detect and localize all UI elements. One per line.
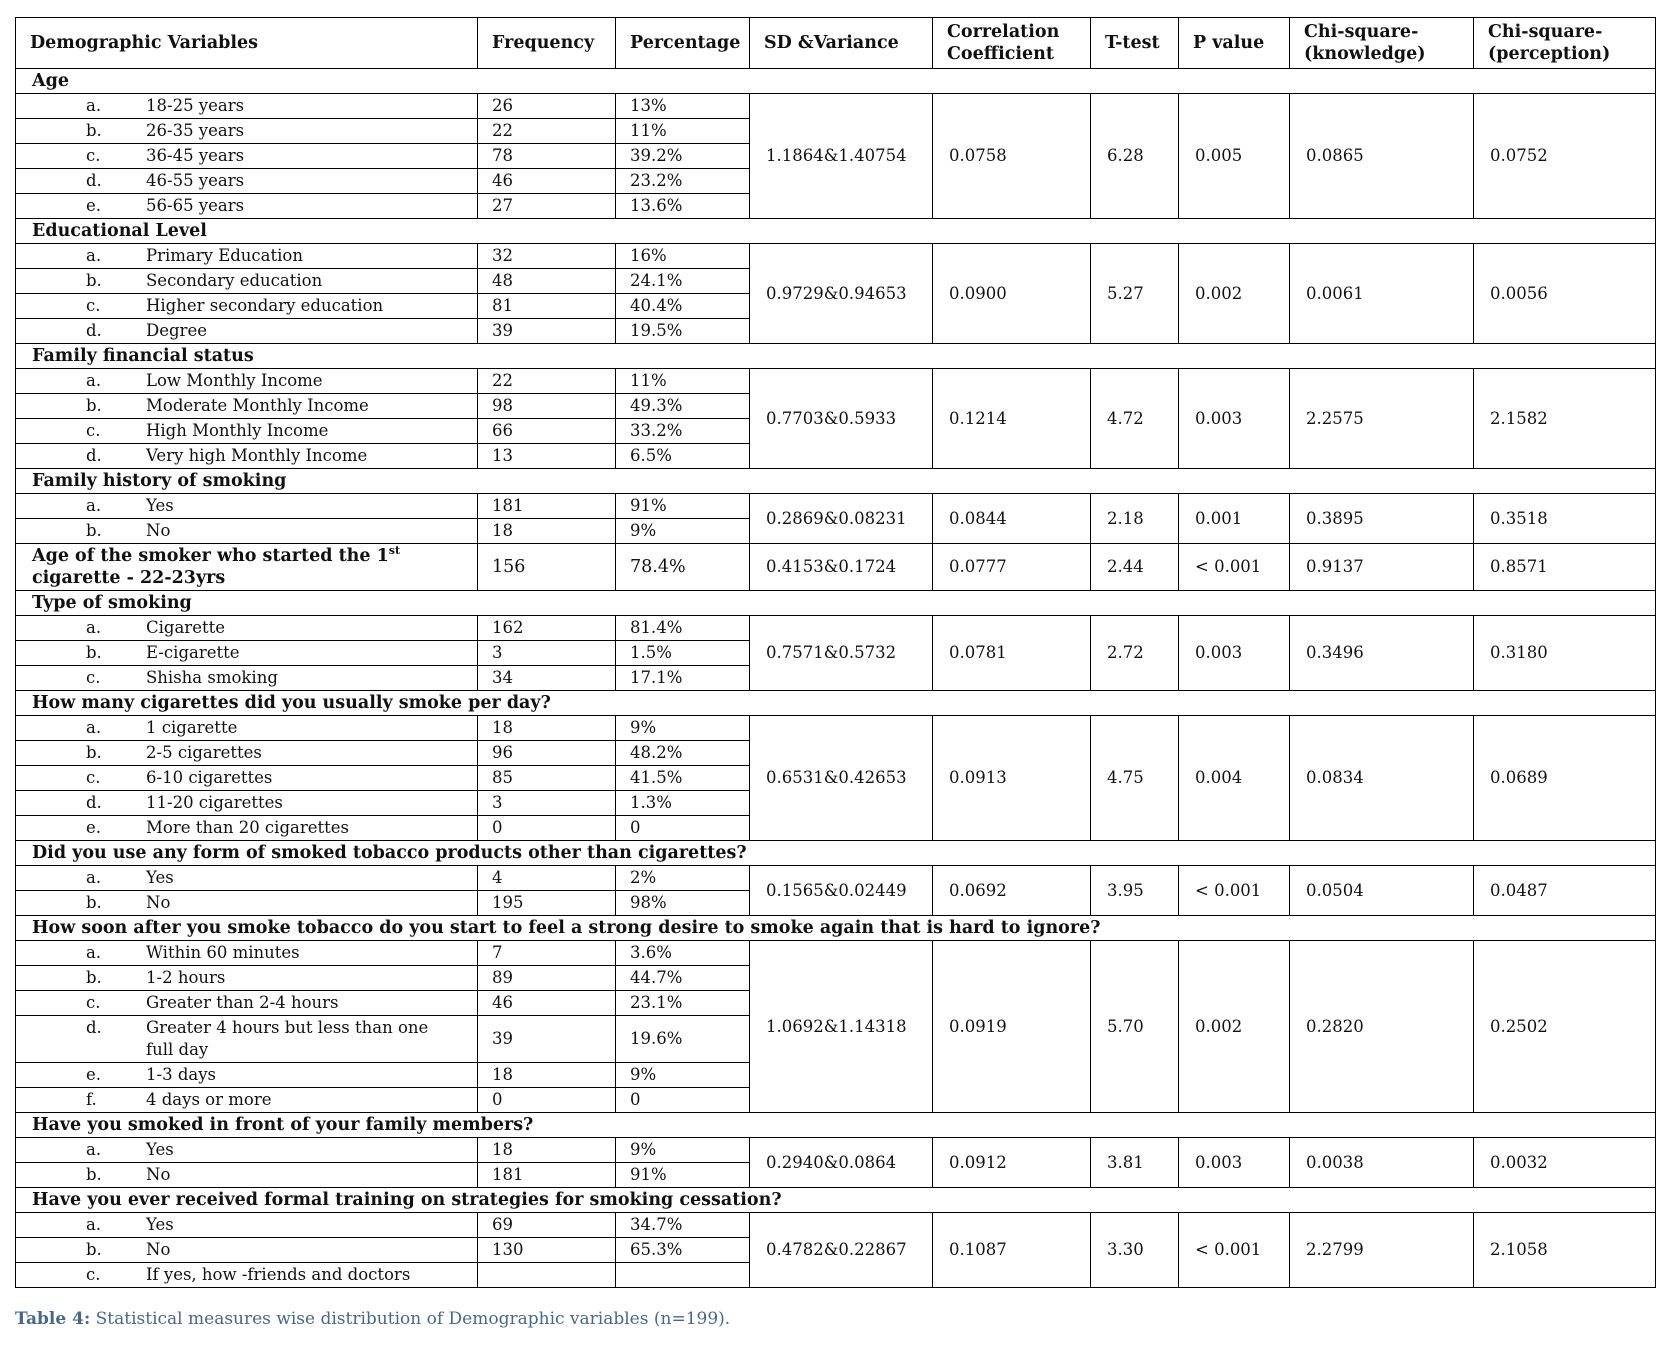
stat-cell-sd: 0.9729&0.94653 (750, 244, 933, 344)
option-text: Low Monthly Income (146, 371, 323, 390)
table-row (16, 716, 1656, 741)
frequency-cell: 66 (478, 419, 616, 444)
section-title: How soon after you smoke tobacco do you start to feel a strong desire to smoke again that is hard to ignore? (16, 916, 1656, 941)
frequency-cell: 0 (478, 816, 616, 841)
percentage-cell: 48.2% (616, 741, 750, 766)
option-letter: d. (86, 446, 102, 465)
stat-cell-t: 5.27 (1091, 244, 1179, 344)
option-letter: c. (86, 1265, 101, 1284)
stat-cell-corr: 0.0912 (933, 1138, 1091, 1188)
stat-cell-sd: 0.4782&0.22867 (750, 1213, 933, 1288)
stat-cell-sd: 0.2869&0.08231 (750, 494, 933, 544)
option-text: 36-45 years (146, 146, 245, 165)
option-text: 4 days or more (146, 1090, 272, 1109)
option-label-cell (16, 941, 478, 966)
option-label-cell (16, 616, 478, 641)
stat-cell-sd: 1.1864&1.40754 (750, 94, 933, 219)
percentage-cell: 6.5% (616, 444, 750, 469)
stat-cell-sd: 0.7571&0.5732 (750, 616, 933, 691)
section-header-row (16, 219, 1656, 244)
option-letter: a. (86, 618, 102, 637)
option-label-cell (16, 1238, 478, 1263)
option-letter: a. (86, 943, 102, 962)
table-row (16, 544, 1656, 591)
stat-cell-p: 0.005 (1179, 94, 1290, 219)
stat-cell-p: 0.004 (1179, 716, 1290, 841)
frequency-cell: 89 (478, 966, 616, 991)
stat-cell-t: 6.28 (1091, 94, 1179, 219)
option-letter: c. (86, 768, 101, 787)
frequency-cell: 7 (478, 941, 616, 966)
option-label-cell (16, 494, 478, 519)
option-label-cell (16, 1016, 478, 1063)
frequency-cell: 4 (478, 866, 616, 891)
percentage-cell: 78.4% (616, 544, 750, 591)
caption-text: Statistical measures wise distribution of Demographic variables (n=199). (90, 1309, 731, 1329)
option-letter: b. (86, 1240, 102, 1259)
frequency-cell: 85 (478, 766, 616, 791)
percentage-cell: 98% (616, 891, 750, 916)
stat-cell-chip: 0.0056 (1474, 244, 1656, 344)
percentage-cell: 24.1% (616, 269, 750, 294)
option-label-cell (16, 1138, 478, 1163)
percentage-cell: 49.3% (616, 394, 750, 419)
option-label-cell (16, 144, 478, 169)
frequency-cell: 32 (478, 244, 616, 269)
stat-cell-chik: 0.0865 (1290, 94, 1474, 219)
option-text: 1-2 hours (146, 968, 226, 987)
percentage-cell: 0 (616, 1088, 750, 1113)
option-letter: d. (86, 1018, 102, 1037)
stat-cell-t: 4.72 (1091, 369, 1179, 469)
percentage-cell: 9% (616, 1063, 750, 1088)
stat-cell-p: 0.003 (1179, 1138, 1290, 1188)
option-letter: b. (86, 893, 102, 912)
option-letter: b. (86, 743, 102, 762)
stat-cell-chip: 0.8571 (1474, 544, 1656, 591)
frequency-cell: 39 (478, 1016, 616, 1063)
frequency-cell: 46 (478, 991, 616, 1016)
percentage-cell: 1.3% (616, 791, 750, 816)
section-title: Did you use any form of smoked tobacco products other than cigarettes? (16, 841, 1656, 866)
option-letter: a. (86, 868, 102, 887)
frequency-cell: 78 (478, 144, 616, 169)
stat-cell-chip: 0.0752 (1474, 94, 1656, 219)
header-cell: SD &Variance (750, 18, 933, 69)
option-label-cell (16, 294, 478, 319)
table-row (16, 94, 1656, 119)
option-letter: d. (86, 793, 102, 812)
option-letter: a. (86, 718, 102, 737)
table-row (16, 616, 1656, 641)
option-letter: c. (86, 993, 101, 1012)
section-header-row (16, 591, 1656, 616)
header-cell: T-test (1091, 18, 1179, 69)
option-label-cell (16, 119, 478, 144)
option-text: 26-35 years (146, 121, 245, 140)
percentage-cell: 13% (616, 94, 750, 119)
option-label-cell (16, 394, 478, 419)
option-letter: a. (86, 246, 102, 265)
stat-cell-corr: 0.0692 (933, 866, 1091, 916)
option-label-cell (16, 666, 478, 691)
stat-cell-corr: 0.1087 (933, 1213, 1091, 1288)
option-text: Secondary education (146, 271, 323, 290)
option-text: 46-55 years (146, 171, 245, 190)
option-letter: a. (86, 496, 102, 515)
stat-cell-corr: 0.0781 (933, 616, 1091, 691)
frequency-cell: 0 (478, 1088, 616, 1113)
header-cell: Chi-square-(knowledge) (1290, 18, 1474, 69)
stat-cell-sd: 0.4153&0.1724 (750, 544, 933, 591)
option-letter: a. (86, 96, 102, 115)
stat-cell-chik: 0.9137 (1290, 544, 1474, 591)
option-text: 1 cigarette (146, 718, 238, 737)
stat-cell-chik: 0.3496 (1290, 616, 1474, 691)
option-letter: a. (86, 1215, 102, 1234)
option-label-cell (16, 991, 478, 1016)
superscript: st (388, 544, 401, 558)
option-label-cell (16, 1163, 478, 1188)
header-cell: Frequency (478, 18, 616, 69)
stat-cell-chik: 0.0038 (1290, 1138, 1474, 1188)
percentage-cell: 23.2% (616, 169, 750, 194)
table-row (16, 1213, 1656, 1238)
option-label-cell (16, 816, 478, 841)
frequency-cell: 18 (478, 519, 616, 544)
stat-cell-chik: 2.2575 (1290, 369, 1474, 469)
frequency-cell: 69 (478, 1213, 616, 1238)
table-row (16, 369, 1656, 394)
option-label-cell (16, 1263, 478, 1288)
option-label-cell (16, 741, 478, 766)
option-label-cell (16, 1088, 478, 1113)
stat-cell-corr: 0.0844 (933, 494, 1091, 544)
section-header-row (16, 916, 1656, 941)
option-text: 1-3 days (146, 1065, 217, 1084)
percentage-cell: 11% (616, 119, 750, 144)
stat-cell-p: 0.001 (1179, 494, 1290, 544)
stat-cell-chip: 0.0032 (1474, 1138, 1656, 1188)
option-text: Cigarette (146, 618, 225, 637)
frequency-cell: 130 (478, 1238, 616, 1263)
percentage-cell: 23.1% (616, 991, 750, 1016)
section-title: Have you ever received formal training on strategies for smoking cessation? (16, 1188, 1656, 1213)
stat-cell-chip: 0.2502 (1474, 941, 1656, 1113)
table-row (16, 866, 1656, 891)
option-label-cell (16, 891, 478, 916)
section-title: Age (16, 69, 1656, 94)
section-header-row (16, 69, 1656, 94)
option-text: Greater than 2-4 hours (146, 993, 339, 1012)
table-row (16, 494, 1656, 519)
stat-cell-t: 4.75 (1091, 716, 1179, 841)
header-cell: Demographic Variables (16, 18, 478, 69)
option-text: Higher secondary education (146, 296, 384, 315)
table-row (16, 244, 1656, 269)
stat-cell-t: 3.95 (1091, 866, 1179, 916)
option-text: Shisha smoking (146, 668, 278, 687)
percentage-cell: 40.4% (616, 294, 750, 319)
option-letter: b. (86, 1165, 102, 1184)
percentage-cell: 17.1% (616, 666, 750, 691)
option-text: Moderate Monthly Income (146, 396, 369, 415)
stat-cell-sd: 0.1565&0.02449 (750, 866, 933, 916)
percentage-cell: 34.7% (616, 1213, 750, 1238)
stat-cell-t: 3.30 (1091, 1213, 1179, 1288)
option-label-cell (16, 369, 478, 394)
frequency-cell: 3 (478, 791, 616, 816)
section-title: Family history of smoking (16, 469, 1656, 494)
stat-cell-chip: 0.3180 (1474, 616, 1656, 691)
option-label-cell (16, 269, 478, 294)
option-letter: c. (86, 668, 101, 687)
frequency-cell: 39 (478, 319, 616, 344)
stat-cell-t: 5.70 (1091, 941, 1179, 1113)
percentage-cell: 41.5% (616, 766, 750, 791)
option-text: 18-25 years (146, 96, 245, 115)
option-label-cell (16, 94, 478, 119)
frequency-cell: 26 (478, 94, 616, 119)
option-text: Very high Monthly Income (146, 446, 368, 465)
section-header-row (16, 691, 1656, 716)
option-label-cell (16, 641, 478, 666)
frequency-cell: 81 (478, 294, 616, 319)
stat-cell-corr: 0.0758 (933, 94, 1091, 219)
option-text: Within 60 minutes (146, 943, 300, 962)
section-title-text: cigarette - 22-23yrs (32, 568, 226, 588)
section-title: Type of smoking (16, 591, 1656, 616)
option-letter: b. (86, 968, 102, 987)
demographics-table-container (15, 17, 1655, 1288)
option-text: High Monthly Income (146, 421, 329, 440)
section-header-row (16, 1188, 1656, 1213)
stat-cell-p: < 0.001 (1179, 544, 1290, 591)
frequency-cell: 162 (478, 616, 616, 641)
option-text: Yes (146, 1140, 174, 1159)
frequency-cell: 3 (478, 641, 616, 666)
option-text: No (146, 893, 171, 912)
frequency-cell: 98 (478, 394, 616, 419)
frequency-cell: 13 (478, 444, 616, 469)
option-label-cell (16, 319, 478, 344)
stat-cell-t: 3.81 (1091, 1138, 1179, 1188)
option-text: Yes (146, 496, 174, 515)
section-title: Have you smoked in front of your family members? (16, 1113, 1656, 1138)
percentage-cell: 91% (616, 1163, 750, 1188)
option-letter: a. (86, 371, 102, 390)
option-label-cell (16, 1213, 478, 1238)
option-letter: b. (86, 643, 102, 662)
option-label-cell (16, 791, 478, 816)
option-text: No (146, 1165, 171, 1184)
frequency-cell: 18 (478, 1063, 616, 1088)
frequency-cell: 18 (478, 716, 616, 741)
option-letter: a. (86, 1140, 102, 1159)
percentage-cell: 1.5% (616, 641, 750, 666)
stat-cell-chip: 0.0487 (1474, 866, 1656, 916)
frequency-cell: 18 (478, 1138, 616, 1163)
percentage-cell: 9% (616, 519, 750, 544)
frequency-cell: 195 (478, 891, 616, 916)
option-letter: c. (86, 296, 101, 315)
stat-cell-corr: 0.0919 (933, 941, 1091, 1113)
frequency-cell: 27 (478, 194, 616, 219)
stat-cell-corr: 0.0777 (933, 544, 1091, 591)
table-row (16, 941, 1656, 966)
frequency-cell: 96 (478, 741, 616, 766)
stat-cell-sd: 0.6531&0.42653 (750, 716, 933, 841)
option-text: No (146, 1240, 171, 1259)
option-label-cell (16, 966, 478, 991)
percentage-cell: 44.7% (616, 966, 750, 991)
header-cell: P value (1179, 18, 1290, 69)
percentage-cell: 16% (616, 244, 750, 269)
stat-cell-chik: 0.3895 (1290, 494, 1474, 544)
stat-cell-p: 0.002 (1179, 941, 1290, 1113)
frequency-cell: 22 (478, 119, 616, 144)
stat-cell-p: 0.003 (1179, 369, 1290, 469)
option-text: 56-65 years (146, 196, 245, 215)
percentage-cell: 33.2% (616, 419, 750, 444)
stat-cell-chik: 0.0504 (1290, 866, 1474, 916)
option-text: Yes (146, 868, 174, 887)
stat-cell-corr: 0.0913 (933, 716, 1091, 841)
percentage-cell (616, 1263, 750, 1288)
percentage-cell: 0 (616, 816, 750, 841)
frequency-cell: 181 (478, 1163, 616, 1188)
option-letter: f. (86, 1090, 97, 1109)
header-cell: Percentage (616, 18, 750, 69)
stat-cell-p: 0.003 (1179, 616, 1290, 691)
frequency-cell: 181 (478, 494, 616, 519)
option-text: More than 20 cigarettes (146, 818, 349, 837)
option-letter: b. (86, 121, 102, 140)
option-label-cell (16, 519, 478, 544)
option-label-cell (16, 716, 478, 741)
frequency-cell (478, 1263, 616, 1288)
stat-cell-p: 0.002 (1179, 244, 1290, 344)
option-label-cell (16, 244, 478, 269)
option-text: 2-5 cigarettes (146, 743, 262, 762)
stat-cell-p: < 0.001 (1179, 1213, 1290, 1288)
stat-cell-corr: 0.1214 (933, 369, 1091, 469)
stat-cell-corr: 0.0900 (933, 244, 1091, 344)
option-letter: b. (86, 521, 102, 540)
stat-cell-p: < 0.001 (1179, 866, 1290, 916)
percentage-cell: 3.6% (616, 941, 750, 966)
frequency-cell: 46 (478, 169, 616, 194)
caption-label: Table 4: (15, 1309, 91, 1329)
stat-cell-chik: 2.2799 (1290, 1213, 1474, 1288)
frequency-cell: 34 (478, 666, 616, 691)
option-label-cell (16, 866, 478, 891)
stat-cell-chip: 2.1058 (1474, 1213, 1656, 1288)
option-label-cell (16, 419, 478, 444)
option-label-cell (16, 444, 478, 469)
option-label-cell (16, 766, 478, 791)
stat-cell-t: 2.72 (1091, 616, 1179, 691)
option-letter: e. (86, 818, 102, 837)
option-text: 6-10 cigarettes (146, 768, 273, 787)
percentage-cell: 65.3% (616, 1238, 750, 1263)
percentage-cell: 9% (616, 716, 750, 741)
stat-cell-sd: 0.2940&0.0864 (750, 1138, 933, 1188)
option-label-cell (16, 169, 478, 194)
option-letter: e. (86, 196, 102, 215)
percentage-cell: 9% (616, 1138, 750, 1163)
option-text: Degree (146, 321, 207, 340)
percentage-cell: 19.6% (616, 1016, 750, 1063)
stat-cell-t: 2.18 (1091, 494, 1179, 544)
stat-cell-chik: 0.2820 (1290, 941, 1474, 1113)
stat-cell-chip: 0.0689 (1474, 716, 1656, 841)
option-text: Yes (146, 1215, 174, 1234)
option-letter: c. (86, 146, 101, 165)
table-caption (15, 1309, 730, 1329)
frequency-cell: 22 (478, 369, 616, 394)
option-text: 11-20 cigarettes (146, 793, 283, 812)
option-letter: d. (86, 321, 102, 340)
percentage-cell: 2% (616, 866, 750, 891)
percentage-cell: 11% (616, 369, 750, 394)
stat-cell-chik: 0.0834 (1290, 716, 1474, 841)
option-letter: b. (86, 396, 102, 415)
percentage-cell: 19.5% (616, 319, 750, 344)
section-header-row (16, 469, 1656, 494)
stat-cell-t: 2.44 (1091, 544, 1179, 591)
section-header-row (16, 1113, 1656, 1138)
option-text: Greater 4 hours but less than one full day (146, 1018, 429, 1059)
option-text: E-cigarette (146, 643, 240, 662)
section-title: Family financial status (16, 344, 1656, 369)
frequency-cell: 156 (478, 544, 616, 591)
stat-cell-chip: 0.3518 (1474, 494, 1656, 544)
demographics-table (15, 17, 1656, 1288)
table-row (16, 1138, 1656, 1163)
table-body (16, 69, 1656, 1288)
header-cell: Chi-square-(perception) (1474, 18, 1656, 69)
section-title-text: Age of the smoker who started the 1 (32, 546, 389, 566)
option-text: Primary Education (146, 246, 303, 265)
option-letter: b. (86, 271, 102, 290)
section-header-row (16, 344, 1656, 369)
option-letter: e. (86, 1065, 102, 1084)
section-title: How many cigarettes did you usually smoke per day? (16, 691, 1656, 716)
option-label-cell (16, 1063, 478, 1088)
percentage-cell: 81.4% (616, 616, 750, 641)
option-letter: d. (86, 171, 102, 190)
option-text: No (146, 521, 171, 540)
stat-cell-sd: 1.0692&1.14318 (750, 941, 933, 1113)
option-label-cell (16, 194, 478, 219)
percentage-cell: 39.2% (616, 144, 750, 169)
stat-cell-sd: 0.7703&0.5933 (750, 369, 933, 469)
percentage-cell: 91% (616, 494, 750, 519)
header-cell: Correlation Coefficient (933, 18, 1091, 69)
option-text: If yes, how -friends and doctors (146, 1265, 411, 1284)
option-letter: c. (86, 421, 101, 440)
section-title: Educational Level (16, 219, 1656, 244)
percentage-cell: 13.6% (616, 194, 750, 219)
frequency-cell: 48 (478, 269, 616, 294)
section-title (16, 544, 478, 591)
stat-cell-chip: 2.1582 (1474, 369, 1656, 469)
header-row (16, 18, 1656, 69)
section-header-row (16, 841, 1656, 866)
stat-cell-chik: 0.0061 (1290, 244, 1474, 344)
